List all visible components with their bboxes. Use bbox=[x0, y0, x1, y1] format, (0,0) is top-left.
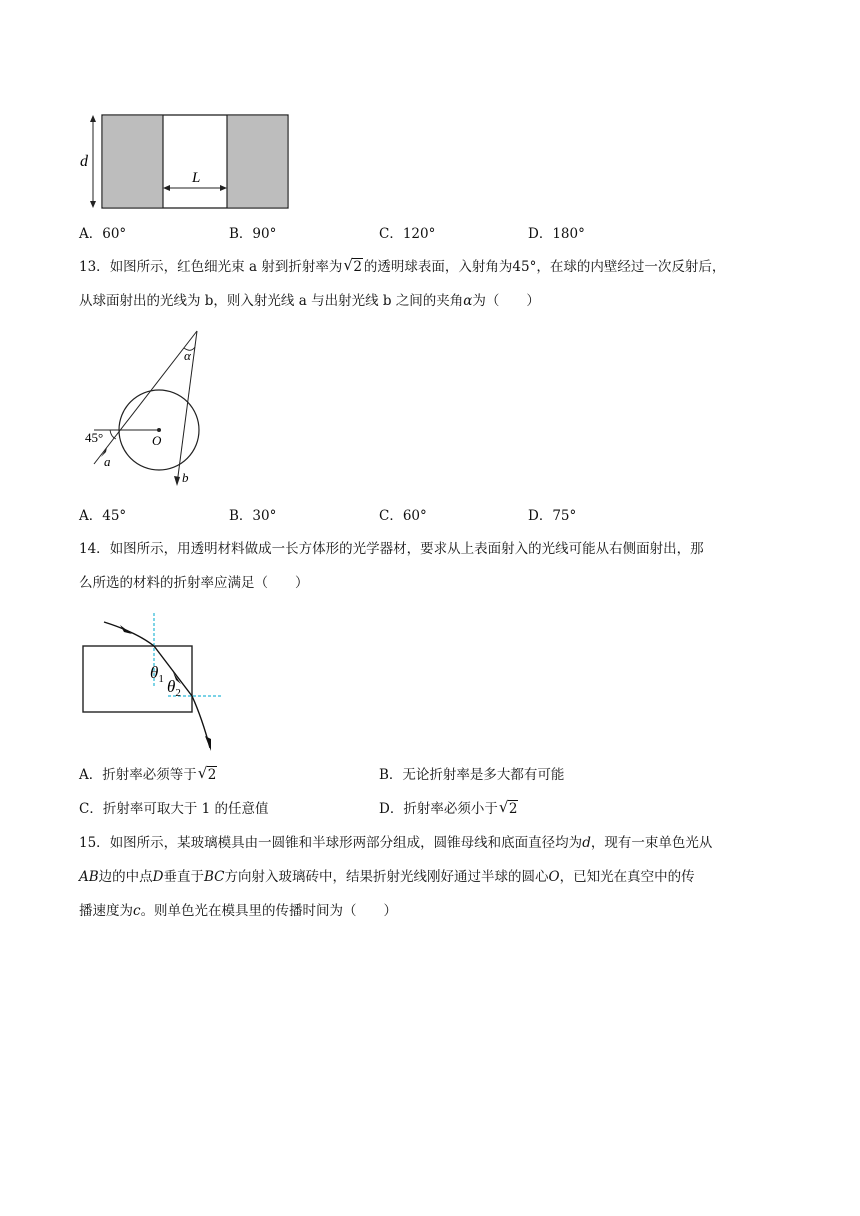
q14-label-theta1: $\theta_1$ bbox=[150, 663, 164, 685]
q14-option-d: D．折射率必须小于 √ 2 bbox=[379, 798, 518, 817]
q12-option-c: C．120° bbox=[379, 226, 436, 242]
q13-label-45: 45° bbox=[85, 430, 104, 445]
q13-figure bbox=[80, 326, 220, 492]
q14-figure bbox=[80, 608, 230, 756]
q13-label-alpha: α bbox=[184, 348, 191, 363]
q12-label-d: d bbox=[80, 153, 88, 170]
q12-option-d: D．180° bbox=[528, 226, 585, 242]
q14-option-a: A．折射率必须等于 √ 2 bbox=[79, 764, 217, 783]
q14-stem-line1: 14．如图所示，用透明材料做成一长方体形的光学器材，要求从上表面射入的光线可能从右侧面射出，那 bbox=[79, 541, 704, 557]
q12-label-L: L bbox=[192, 170, 201, 186]
q15-number: 15． bbox=[79, 835, 110, 851]
q14-stem-line2: 么所选的材料的折射率应满足（ ） bbox=[79, 575, 309, 591]
q14-number: 14． bbox=[79, 541, 110, 557]
q12-option-a: A．60° bbox=[79, 226, 127, 242]
q15-stem-line2: AB边的中点D垂直于BC方向射入玻璃砖中，结果折射光线刚好通过半球的圆心O，已知光在真空中的传 bbox=[79, 869, 695, 885]
q12-left-gray-block bbox=[103, 116, 163, 207]
q12-figure bbox=[76, 108, 296, 214]
q13-option-b: B．30° bbox=[229, 508, 277, 524]
q13-stem-line2: 从球面射出的光线为 b，则入射光线 a 与出射光线 b 之间的夹角α为（ ） bbox=[79, 293, 540, 309]
q14-label-theta2: $\theta_2$ bbox=[167, 677, 181, 699]
q13-number: 13． bbox=[79, 259, 110, 275]
q12-option-b: B．90° bbox=[229, 226, 277, 242]
q14-option-c: C．折射率可取大于 1 的任意值 bbox=[79, 801, 269, 817]
q13-label-O: O bbox=[152, 433, 162, 448]
q13-option-d: D．75° bbox=[528, 508, 577, 524]
sqrt-symbol: √ 2 bbox=[343, 256, 362, 275]
q15-stem-line3: 播速度为c。则单色光在模具里的传播时间为（ ） bbox=[79, 903, 398, 919]
q13-option-c: C．60° bbox=[379, 508, 427, 524]
q14-option-b: B．无论折射率是多大都有可能 bbox=[379, 767, 565, 783]
q15-stem-line1: 15．如图所示，某玻璃模具由一圆锥和半球形两部分组成，圆锥母线和底面直径均为d，现有一束单色光从 bbox=[79, 835, 713, 851]
q13-label-a: a bbox=[104, 454, 111, 469]
q13-option-a: A．45° bbox=[79, 508, 127, 524]
q13-label-b: b bbox=[182, 470, 189, 485]
sqrt-symbol: √ 2 bbox=[197, 764, 217, 783]
q12-right-gray-block bbox=[227, 116, 287, 207]
sqrt-symbol: √ 2 bbox=[498, 798, 518, 817]
q13-stem-line1: 13．如图所示，红色细光束 a 射到折射率为 √ 2 的透明球表面，入射角为45°，在球的内壁经过一次反射后， bbox=[79, 256, 726, 275]
